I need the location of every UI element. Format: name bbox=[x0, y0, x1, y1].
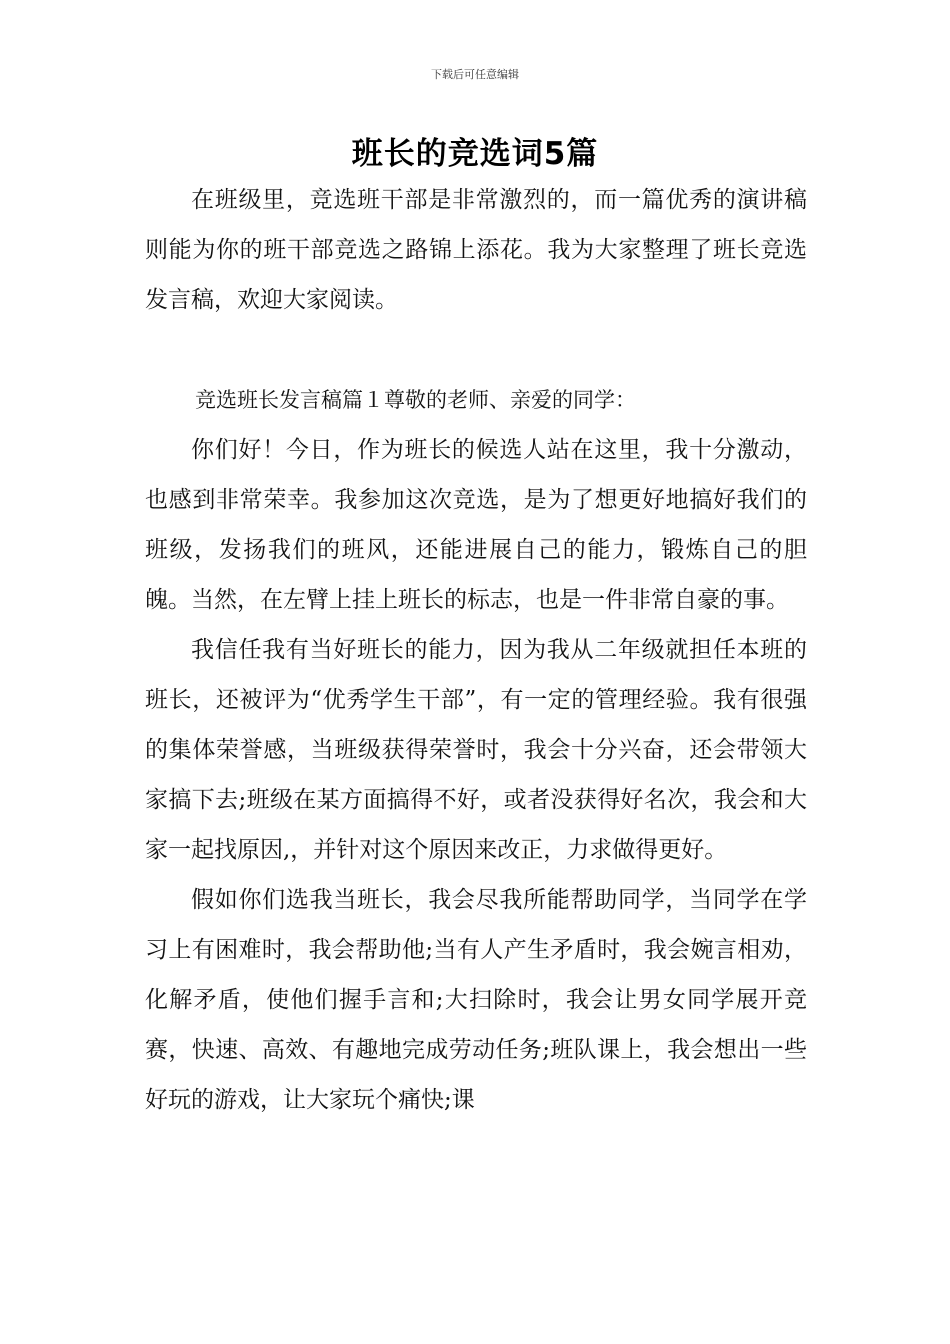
intro-paragraph: 在班级里，竞选班干部是非常激烈的，而一篇优秀的演讲稿则能为你的班干部竞选之路锦上添花。我为大家整理了班长竞选发言稿，欢迎大家阅读。 bbox=[145, 187, 807, 313]
body-paragraph-2: 我信任我有当好班长的能力，因为我从二年级就担任本班的班长，还被评为“优秀学生干部”，有一定的管理经验。我有很强的集体荣誉感，当班级获得荣誉时，我会十分兴奋，还会带领大家搞下去;班级在某方面搞得不好，或者没获得好名次，我会和大家一起找原因,，并针对这个原因来改正，力求做得更好。 bbox=[145, 637, 807, 863]
header-note: 下载后可任意编辑 bbox=[431, 68, 519, 81]
body-paragraph-1: 你们好！今日，作为班长的候选人站在这里，我十分激动，也感到非常荣幸。我参加这次竞选，是为了想更好地搞好我们的班级，发扬我们的班风，还能进展自己的能力，锻炼自己的胆魄。当然，在左臂上挂上班长的标志，也是一件非常自豪的事。 bbox=[145, 437, 807, 613]
body-paragraph-3: 假如你们选我当班长，我会尽我所能帮助同学，当同学在学习上有困难时，我会帮助他;当有人产生矛盾时，我会婉言相劝，化解矛盾，使他们握手言和;大扫除时，我会让男女同学展开竞赛，快速、高效、有趣地完成劳动任务;班队课上，我会想出一些好玩的游戏，让大家玩个痛快;课 bbox=[145, 887, 807, 1113]
document-body bbox=[145, 175, 807, 1125]
section-heading: 竞选班长发言稿篇１尊敬的老师、亲爱的同学： bbox=[195, 388, 636, 412]
document-title: 班长的竞选词5篇 bbox=[351, 136, 599, 172]
paragraph-spacer bbox=[145, 325, 807, 375]
